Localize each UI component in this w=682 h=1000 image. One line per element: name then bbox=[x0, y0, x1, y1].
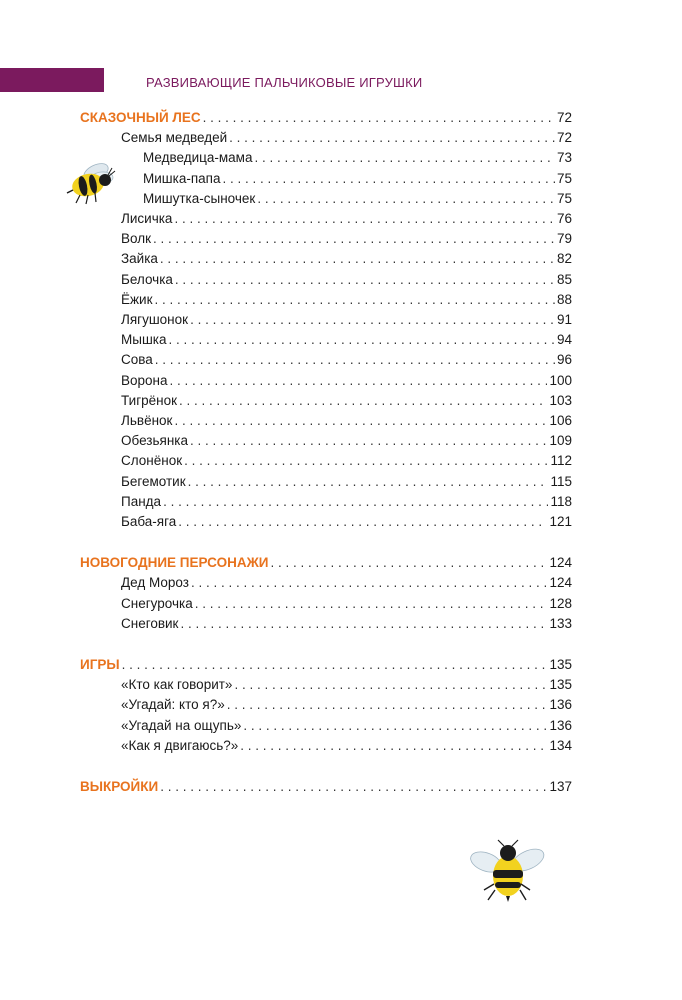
toc-leader-dots bbox=[160, 777, 547, 797]
toc-entry-title: «Кто как говорит» bbox=[121, 677, 233, 693]
toc-leader-dots bbox=[203, 108, 555, 128]
toc-entry-row[interactable] bbox=[121, 209, 572, 229]
toc-page-number: 136 bbox=[549, 697, 572, 713]
toc-page-number: 75 bbox=[556, 190, 572, 206]
toc-page-number: 128 bbox=[549, 595, 572, 611]
toc-leader-dots bbox=[179, 391, 547, 411]
toc-entry-row[interactable] bbox=[121, 492, 572, 512]
toc-page-number: 103 bbox=[549, 392, 572, 408]
toc-page-number: 94 bbox=[556, 332, 572, 348]
toc-page-number: 73 bbox=[556, 150, 572, 166]
toc-entry-title: Семья медведей bbox=[121, 130, 228, 146]
toc-entry-title: Лягушонок bbox=[121, 312, 189, 327]
toc-leader-dots bbox=[222, 169, 555, 189]
toc-page-number: 76 bbox=[556, 211, 572, 226]
toc-entry-title: «Угадай: кто я?» bbox=[121, 697, 225, 713]
toc-section-title: ВЫКРОЙКИ bbox=[80, 779, 159, 794]
toc-entry-title: Снегурочка bbox=[121, 595, 193, 611]
toc-entry-title: «Как я двигаюсь?» bbox=[121, 737, 239, 753]
toc-leader-dots bbox=[234, 675, 547, 695]
toc-entry-row[interactable] bbox=[121, 614, 572, 634]
toc-leader-dots bbox=[240, 736, 547, 756]
toc-entry-title: Сова bbox=[121, 352, 153, 368]
toc-leader-dots bbox=[180, 614, 547, 634]
toc-page-number: 137 bbox=[549, 779, 572, 794]
toc-leader-dots bbox=[270, 553, 547, 573]
toc-entry-row[interactable] bbox=[121, 736, 572, 756]
toc-entry-title: Обезьянка bbox=[121, 433, 188, 449]
toc-page-number: 121 bbox=[549, 514, 572, 529]
toc-section-row[interactable] bbox=[80, 655, 572, 675]
toc-page-number: 72 bbox=[556, 110, 572, 125]
toc-page-number: 79 bbox=[556, 231, 572, 247]
running-header-title: РАЗВИВАЮЩИЕ ПАЛЬЧИКОВЫЕ ИГРУШКИ bbox=[146, 75, 423, 90]
toc-leader-dots bbox=[160, 249, 555, 269]
toc-entry-title: Баба-яга bbox=[121, 514, 177, 529]
toc-leader-dots bbox=[229, 128, 555, 148]
toc-leader-dots bbox=[243, 716, 547, 736]
toc-leader-dots bbox=[122, 655, 548, 675]
toc-page-number: 72 bbox=[556, 130, 572, 146]
toc-entry-title: Волк bbox=[121, 231, 151, 247]
toc-section-title: НОВОГОДНИЕ ПЕРСОНАЖИ bbox=[80, 555, 269, 571]
toc-leader-dots bbox=[178, 512, 547, 532]
toc-entry-title: Львёнок bbox=[121, 413, 173, 428]
toc-leader-dots bbox=[169, 330, 555, 350]
toc-leader-dots bbox=[195, 594, 548, 614]
toc-entry-row[interactable] bbox=[121, 249, 572, 269]
toc-page-number: 109 bbox=[549, 433, 572, 449]
toc-section-title: ИГРЫ bbox=[80, 657, 120, 672]
toc-leader-dots bbox=[254, 148, 555, 168]
toc-entry-title: Мишутка-сыночек bbox=[143, 190, 256, 206]
toc-entry-row[interactable] bbox=[121, 451, 572, 471]
toc-leader-dots bbox=[175, 270, 555, 290]
toc-entry-row[interactable] bbox=[121, 512, 572, 532]
toc-entry-row[interactable] bbox=[121, 229, 572, 249]
toc-leader-dots bbox=[174, 209, 555, 229]
toc-entry-title: Мишка-папа bbox=[143, 170, 221, 186]
toc-entry-title: Бегемотик bbox=[121, 473, 186, 489]
toc-page-number: 91 bbox=[556, 312, 572, 327]
toc-leader-dots bbox=[153, 229, 555, 249]
toc-leader-dots bbox=[188, 472, 549, 492]
toc-entry-row[interactable] bbox=[121, 472, 572, 492]
toc-page-number: 75 bbox=[556, 170, 572, 186]
toc-page-number: 88 bbox=[556, 291, 572, 307]
toc-entry-row[interactable] bbox=[121, 716, 572, 736]
toc-entry-title: Панда bbox=[121, 493, 162, 509]
toc-leader-dots bbox=[190, 431, 547, 451]
toc-entry-row[interactable] bbox=[121, 330, 572, 350]
toc-page-number: 96 bbox=[556, 352, 572, 368]
toc-entry-row[interactable] bbox=[121, 391, 572, 411]
toc-entry-row[interactable] bbox=[121, 128, 572, 148]
toc-leader-dots bbox=[184, 451, 548, 471]
toc-page-number: 100 bbox=[549, 372, 572, 388]
toc-page-number: 118 bbox=[550, 493, 572, 509]
toc-page-number: 124 bbox=[549, 575, 572, 591]
toc-entry-title: Снеговик bbox=[121, 615, 179, 631]
toc-entry-row[interactable] bbox=[121, 695, 572, 715]
toc-entry-title: Мышка bbox=[121, 332, 167, 348]
toc-leader-dots bbox=[174, 411, 547, 431]
toc-entry-row[interactable] bbox=[143, 148, 572, 168]
toc-entry-row[interactable] bbox=[121, 290, 572, 310]
toc-page-number: 124 bbox=[549, 555, 572, 571]
bumblebee-icon bbox=[462, 838, 552, 908]
toc-entry-title: «Угадай на ощупь» bbox=[121, 717, 242, 733]
toc-section-row[interactable] bbox=[80, 553, 572, 573]
toc-entry-title: Белочка bbox=[121, 271, 173, 287]
toc-section-row[interactable] bbox=[80, 777, 572, 797]
toc-entry-row[interactable] bbox=[143, 169, 572, 189]
toc-entry-title: Слонёнок bbox=[121, 453, 183, 469]
toc-entry-row[interactable] bbox=[121, 350, 572, 370]
toc-leader-dots bbox=[155, 350, 555, 370]
toc-page-number: 135 bbox=[549, 677, 572, 693]
toc-leader-dots bbox=[190, 310, 555, 330]
toc-page-number: 112 bbox=[550, 453, 572, 469]
toc-entry-title: Медведица-мама bbox=[143, 150, 253, 166]
toc-page-number: 135 bbox=[549, 657, 572, 672]
toc-entry-row[interactable] bbox=[121, 371, 572, 391]
toc-section-title: СКАЗОЧНЫЙ ЛЕС bbox=[80, 110, 201, 125]
toc-entry-title: Зайка bbox=[121, 251, 158, 267]
toc-entry-row[interactable] bbox=[121, 310, 572, 330]
toc-entry-row[interactable] bbox=[121, 594, 572, 614]
toc-entry-row[interactable] bbox=[121, 675, 572, 695]
toc-entry-title: Лисичка bbox=[121, 211, 173, 226]
toc-entry-title: Дед Мороз bbox=[121, 575, 189, 591]
toc-entry-title: Ёжик bbox=[121, 291, 153, 307]
toc-page-number: 133 bbox=[549, 615, 572, 631]
bumblebee-icon bbox=[62, 158, 120, 208]
toc-page-number: 82 bbox=[556, 251, 572, 267]
toc-leader-dots bbox=[163, 492, 548, 512]
toc-leader-dots bbox=[257, 189, 555, 209]
toc-leader-dots bbox=[155, 290, 555, 310]
toc-leader-dots bbox=[170, 371, 548, 391]
toc-entry-row[interactable] bbox=[143, 189, 572, 209]
toc-section-row[interactable] bbox=[80, 108, 572, 128]
toc-page-number: 85 bbox=[556, 271, 572, 287]
toc-entry-row[interactable] bbox=[121, 411, 572, 431]
toc-page-number: 106 bbox=[549, 413, 572, 428]
toc-leader-dots bbox=[191, 573, 548, 593]
toc-page-number: 115 bbox=[550, 473, 572, 489]
toc-entry-title: Ворона bbox=[121, 372, 168, 388]
toc-page-number: 136 bbox=[549, 717, 572, 733]
toc-page-number: 134 bbox=[549, 737, 572, 753]
toc-leader-dots bbox=[227, 695, 548, 715]
toc-entry-row[interactable] bbox=[121, 573, 572, 593]
toc-entry-row[interactable] bbox=[121, 270, 572, 290]
toc-entry-title: Тигрёнок bbox=[121, 392, 178, 408]
toc-entry-row[interactable] bbox=[121, 431, 572, 451]
